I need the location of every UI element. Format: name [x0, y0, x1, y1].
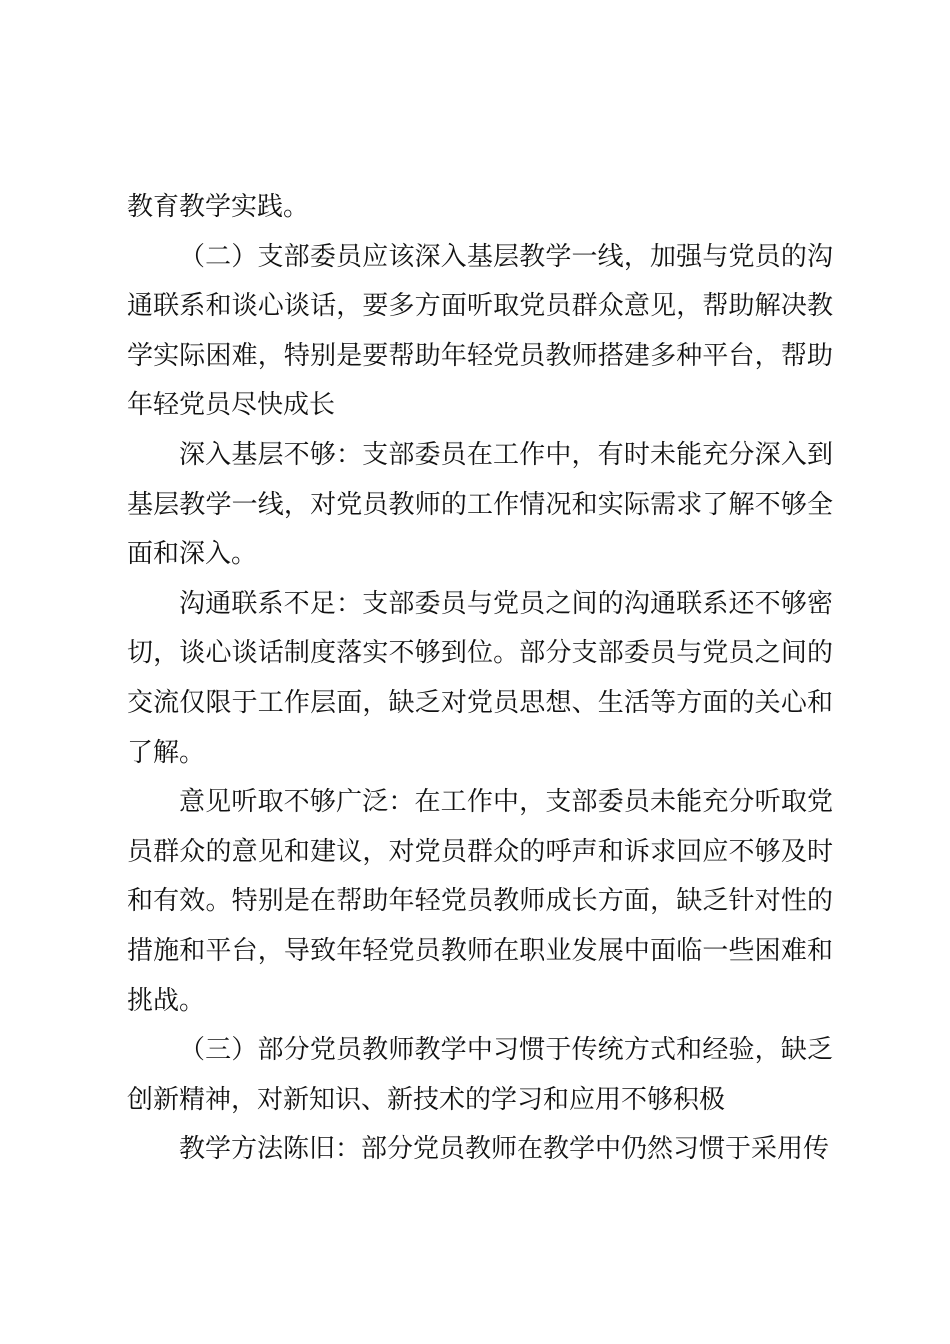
document-body	[127, 183, 833, 1175]
paragraph-grassroots: 深入基层不够：支部委员在工作中，有时未能充分深入到基层教学一线，对党员教师的工作情况和实际需求了解不够全面和深入。	[127, 439, 833, 570]
paragraph-section-two-heading: （二）支部委员应该深入基层教学一线，加强与党员的沟通联系和谈心谈话，要多方面听取党员群众意见，帮助解决教学实际困难，特别是要帮助年轻党员教师搭建多种平台，帮助年轻党员尽快成长	[127, 241, 833, 421]
paragraph-continuation: 教育教学实践。	[127, 192, 310, 222]
paragraph-opinions: 意见听取不够广泛：在工作中，支部委员未能充分听取党员群众的意见和建议，对党员群众的呼声和诉求回应不够及时和有效。特别是在帮助年轻党员教师成长方面，缺乏针对性的措施和平台，导致年轻党员教师在职业发展中面临一些困难和挑战。	[127, 787, 833, 1016]
paragraph-teaching-methods: 教学方法陈旧：部分党员教师在教学中仍然习惯于采用传	[179, 1134, 830, 1165]
paragraph-section-three-heading: （三）部分党员教师教学中习惯于传统方式和经验，缺乏创新精神，对新知识、新技术的学习和应用不够积极	[127, 1035, 833, 1115]
paragraph-communication: 沟通联系不足：支部委员与党员之间的沟通联系还不够密切，谈心谈话制度落实不够到位。部分支部委员与党员之间的交流仅限于工作层面，缺乏对党员思想、生活等方面的关心和了解。	[127, 588, 833, 768]
